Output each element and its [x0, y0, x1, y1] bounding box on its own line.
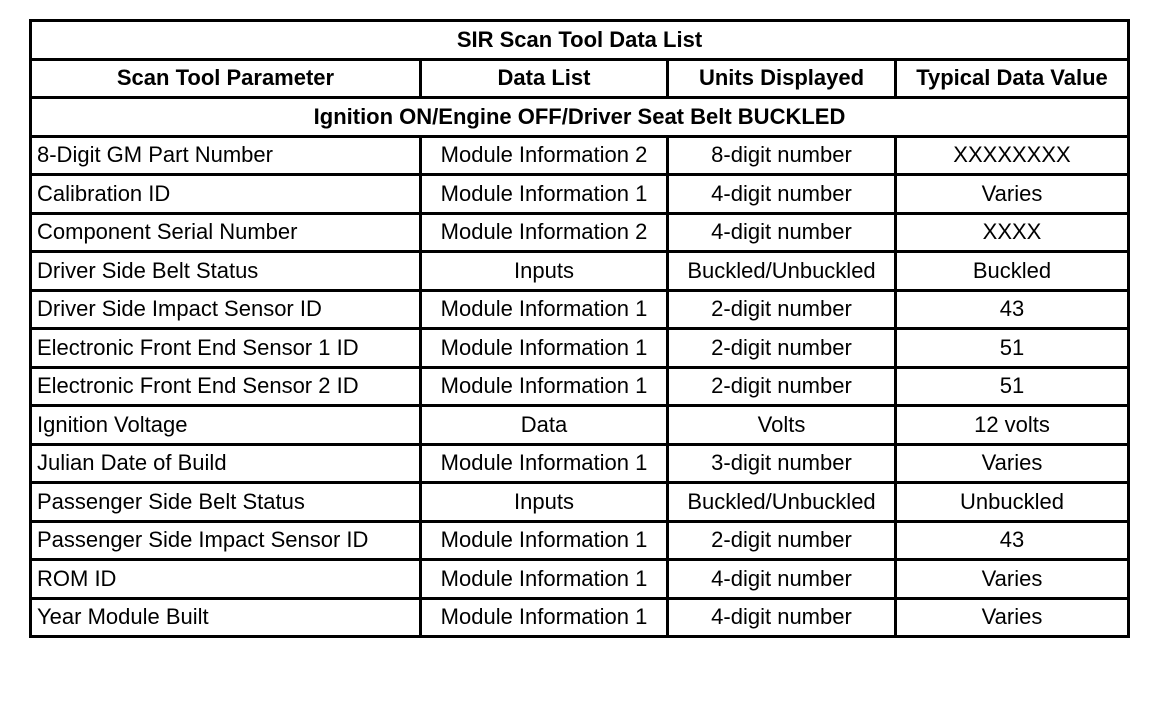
- table-row: [31, 329, 1129, 368]
- table-row: [31, 175, 1129, 214]
- cell-units: 2-digit number: [668, 329, 896, 368]
- cell-typical-value: Varies: [896, 598, 1129, 637]
- cell-parameter: 8-Digit GM Part Number: [31, 136, 421, 175]
- cell-typical-value: 43: [896, 290, 1129, 329]
- cell-typical-value: Varies: [896, 560, 1129, 599]
- cell-typical-value: 43: [896, 521, 1129, 560]
- cell-data-list: Module Information 2: [421, 136, 668, 175]
- cell-data-list: Data: [421, 406, 668, 445]
- cell-typical-value: Varies: [896, 444, 1129, 483]
- cell-units: 8-digit number: [668, 136, 896, 175]
- cell-parameter: Component Serial Number: [31, 213, 421, 252]
- table-row: [31, 290, 1129, 329]
- cell-data-list: Module Information 1: [421, 560, 668, 599]
- cell-parameter: Ignition Voltage: [31, 406, 421, 445]
- title-row: [31, 21, 1129, 60]
- cell-units: 4-digit number: [668, 213, 896, 252]
- cell-parameter: Passenger Side Belt Status: [31, 483, 421, 522]
- cell-typical-value: XXXX: [896, 213, 1129, 252]
- table-row: [31, 252, 1129, 291]
- table-row: [31, 136, 1129, 175]
- header-units-displayed: Units Displayed: [668, 59, 896, 98]
- cell-data-list: Module Information 1: [421, 367, 668, 406]
- header-row: [31, 59, 1129, 98]
- cell-typical-value: Varies: [896, 175, 1129, 214]
- cell-units: 4-digit number: [668, 598, 896, 637]
- cell-typical-value: 51: [896, 329, 1129, 368]
- cell-parameter: Electronic Front End Sensor 1 ID: [31, 329, 421, 368]
- cell-typical-value: Buckled: [896, 252, 1129, 291]
- table-row: [31, 367, 1129, 406]
- cell-parameter: Driver Side Belt Status: [31, 252, 421, 291]
- cell-typical-value: XXXXXXXX: [896, 136, 1129, 175]
- cell-typical-value: Unbuckled: [896, 483, 1129, 522]
- cell-data-list: Module Information 1: [421, 175, 668, 214]
- cell-parameter: Electronic Front End Sensor 2 ID: [31, 367, 421, 406]
- cell-parameter: Calibration ID: [31, 175, 421, 214]
- cell-typical-value: 12 volts: [896, 406, 1129, 445]
- table-row: [31, 213, 1129, 252]
- header-scan-tool-parameter: Scan Tool Parameter: [31, 59, 421, 98]
- cell-typical-value: 51: [896, 367, 1129, 406]
- condition-row: [31, 98, 1129, 137]
- cell-data-list: Module Information 2: [421, 213, 668, 252]
- cell-parameter: Year Module Built: [31, 598, 421, 637]
- cell-data-list: Module Information 1: [421, 521, 668, 560]
- cell-units: 2-digit number: [668, 367, 896, 406]
- cell-data-list: Module Information 1: [421, 444, 668, 483]
- table-row: [31, 406, 1129, 445]
- cell-units: 2-digit number: [668, 521, 896, 560]
- cell-parameter: Passenger Side Impact Sensor ID: [31, 521, 421, 560]
- cell-data-list: Module Information 1: [421, 290, 668, 329]
- cell-units: Volts: [668, 406, 896, 445]
- cell-parameter: Driver Side Impact Sensor ID: [31, 290, 421, 329]
- cell-data-list: Inputs: [421, 483, 668, 522]
- cell-units: 4-digit number: [668, 175, 896, 214]
- table-title: SIR Scan Tool Data List: [31, 21, 1129, 60]
- cell-parameter: Julian Date of Build: [31, 444, 421, 483]
- table-row: [31, 444, 1129, 483]
- header-data-list: Data List: [421, 59, 668, 98]
- cell-parameter: ROM ID: [31, 560, 421, 599]
- table-row: [31, 598, 1129, 637]
- cell-data-list: Inputs: [421, 252, 668, 291]
- cell-units: 4-digit number: [668, 560, 896, 599]
- table-row: [31, 560, 1129, 599]
- table-row: [31, 483, 1129, 522]
- condition-heading: Ignition ON/Engine OFF/Driver Seat Belt BUCKLED: [31, 98, 1129, 137]
- cell-units: 3-digit number: [668, 444, 896, 483]
- cell-data-list: Module Information 1: [421, 329, 668, 368]
- sir-data-table: [29, 19, 1130, 638]
- cell-units: 2-digit number: [668, 290, 896, 329]
- cell-units: Buckled/Unbuckled: [668, 483, 896, 522]
- header-typical-data-value: Typical Data Value: [896, 59, 1129, 98]
- cell-data-list: Module Information 1: [421, 598, 668, 637]
- table-row: [31, 521, 1129, 560]
- cell-units: Buckled/Unbuckled: [668, 252, 896, 291]
